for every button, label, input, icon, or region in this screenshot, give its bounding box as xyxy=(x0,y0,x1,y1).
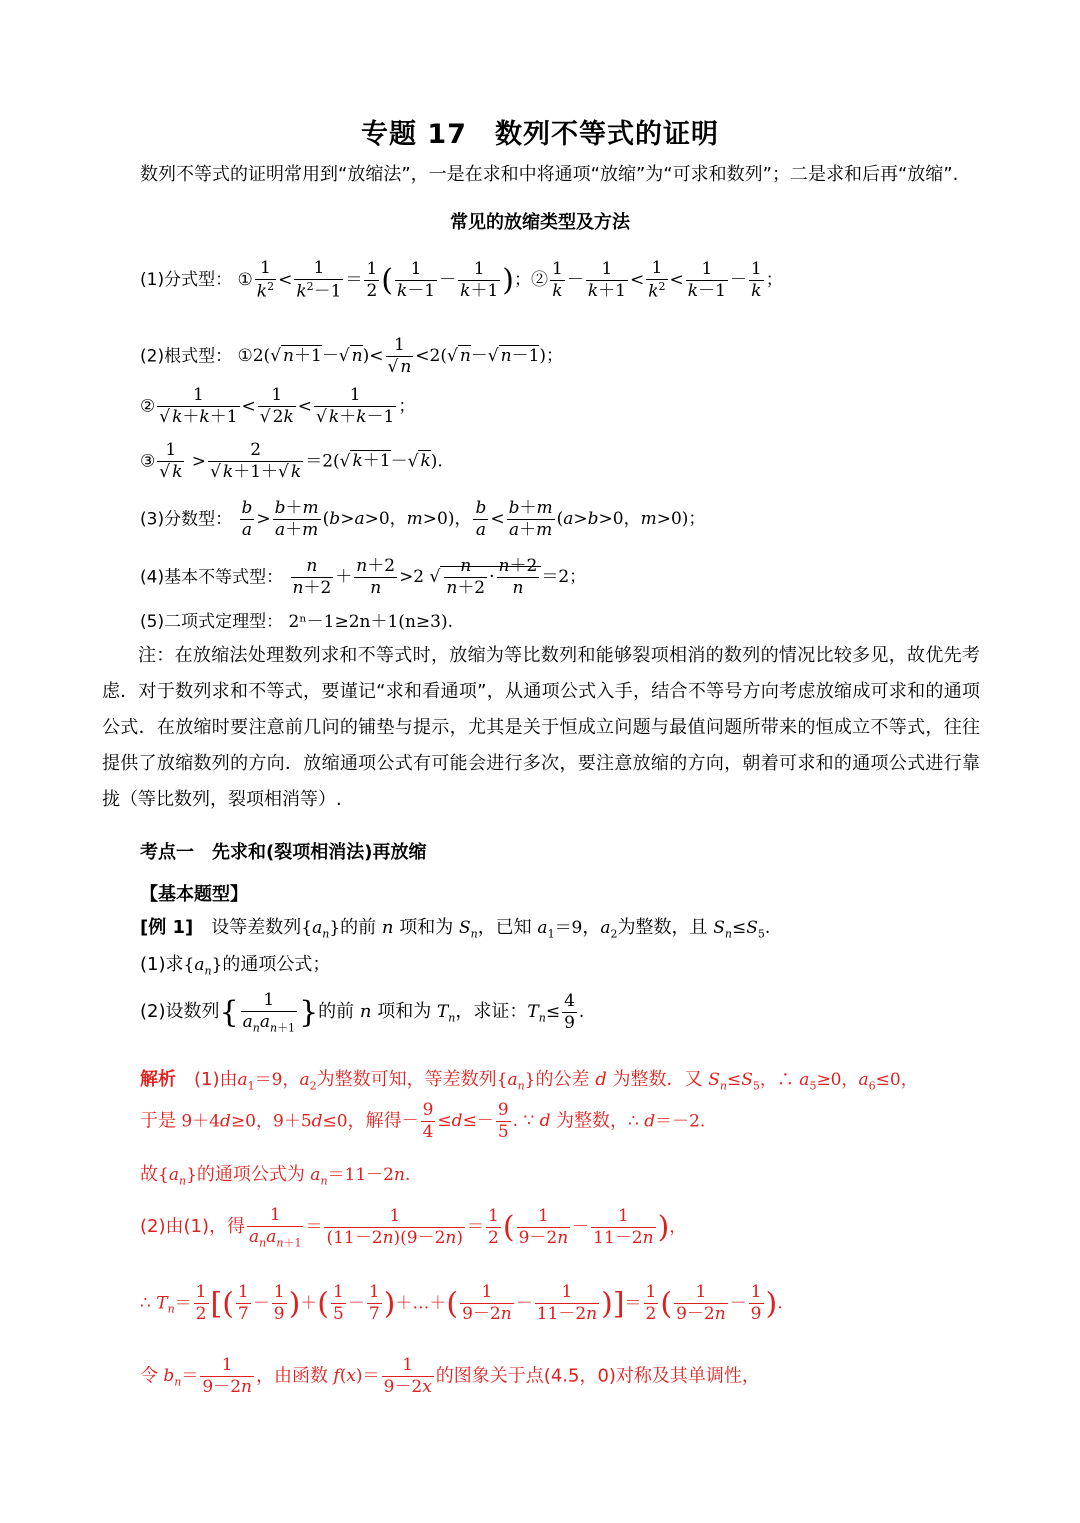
intro-paragraph: 数列不等式的证明常用到“放缩法”，一是在求和中将通项“放缩”为“可求和数列”；二是求和后再“放缩”. xyxy=(140,164,959,185)
basic-formula: $\frac{n}{n+2}$ ＋ $\frac{n+2}{n}$ >2 √ $\frac{n}{n+2}$ · $\frac{n+2}{n}$ ＝2； xyxy=(292,556,587,599)
q2-text: 项和为 xyxy=(377,1001,432,1023)
solution-line-4: (2)由(1)，得 $\frac{1}{a_na_{n+1}}$ ＝ $\frac{1}{(11-2n)(9-2n)}$ ＝ $\frac{1}{2}$ ( $\frac{1}{9-2n}$ － $\frac{1}{11-2n}$ )， xyxy=(140,1205,687,1250)
solution-text: 令 xyxy=(140,1365,158,1387)
solution-text: 为整数可知，等差数列 xyxy=(316,1069,497,1090)
q1-text: (1)求 xyxy=(140,954,184,975)
solution-text: 为整数， xyxy=(555,1110,628,1132)
solution-text: ，解得 xyxy=(347,1110,402,1132)
type-basic-line xyxy=(140,556,586,600)
note-text: 注：在放缩法处理数列求和不等式时，放缩为等比数列和能够裂项相消的数列的情况比较多见，故优先考虑．对于数列求和不等式，要谨记“求和看通项”，从通项公式入手，结合不等号方向考虑放缩成可求和的通项公式．在放缩时要注意前几问的铺垫与提示，尤其是关于恒成立问题与最值问题所带来的恒成立不等式，往往提供了放缩数列的方向．放缩通项公式有可能会进行多次，要注意放缩的方向，朝着可求和的通项公式进行靠拢（等比数列，裂项相消等）. xyxy=(102,645,980,810)
solution-text: 的图象关于点(4.5，0)对称及其单调性， xyxy=(435,1365,760,1387)
example-question-2: (2)设数列{ $\frac{1}{a_na_{n+1}}$ }的前 n 项和为 $T_n$，求证：$T_n\le$ $\frac{4}{9}$ . xyxy=(140,990,585,1035)
type-binomial-line xyxy=(140,607,453,632)
solution-line-3: 故$\{a_n\}$的通项公式为 $a_n=11-2n$. xyxy=(140,1164,411,1188)
root-formula-2: ② $\frac{1}{√ k+k+1}$ < $\frac{1}{√ 2k}$ < $\frac{1}{√ k+k-1}$ ； xyxy=(140,385,416,428)
example-question-1: (1)求$\{a_n\}$的通项公式； xyxy=(140,954,331,978)
example-text: 项和为 xyxy=(399,917,454,938)
type-basic-label: (4)基本不等式型： xyxy=(140,567,284,588)
solution-line-1: 解析 (1)由$a_1=9$，$a_2$为整数可知，等差数列$\{a_n\}$的公差 d 为整数．又 $S_n\le S_5$，∴ $a_5\ge 0$，$a_6\le 0$， xyxy=(140,1069,918,1093)
solution-line-2: 于是 9＋4d≥0，9＋5d≤0，解得－ $\frac{9}{4}$ ≤d≤－ $\frac{9}{5}$ . ∵ d 为整数，∴ d＝－2. xyxy=(140,1100,706,1143)
example-1-statement: [例 1] 设等差数列$\{a_n\}$的前 n 项和为 $S_n$，已知 $a_1=9$，$a_2$为整数，且 $S_n\le S_5$. xyxy=(140,917,771,941)
solution-text: 故 xyxy=(140,1164,158,1185)
subsection-heading: 【基本题型】 xyxy=(140,884,248,905)
solution-text: ，由函数 xyxy=(255,1365,328,1387)
solution-text: (1)由 xyxy=(194,1069,238,1090)
example-text: 为整数，且 xyxy=(617,917,708,938)
type-root-line xyxy=(140,335,563,379)
example-text: ， xyxy=(582,917,601,938)
solution-text: (2)由(1)，得 xyxy=(140,1216,245,1238)
type-fraction-line xyxy=(140,258,783,303)
type-fraction-label: (1)分式型： xyxy=(140,270,233,291)
q1-text: 的通项公式； xyxy=(222,954,331,975)
type-ratio-line xyxy=(140,498,705,542)
solution-text: 为整数．又 xyxy=(612,1069,703,1090)
example-label: [例 1] xyxy=(140,917,194,938)
example-text: ，已知 xyxy=(477,917,532,938)
ratio-formula: $\frac{b}{a}$ > $\frac{b+m}{a+m}$ (b>a>0，m>0)， $\frac{b}{a}$ < $\frac{b+m}{a+m}$ (a>b>0，m>0)； xyxy=(241,498,706,541)
example-text: 的前 xyxy=(340,917,377,938)
note-paragraph xyxy=(102,638,980,818)
type-binomial-label: (5)二项式定理型： xyxy=(140,612,284,632)
solution-line-6: 令 $b_n=$ $\frac{1}{9-2n}$ ，由函数 f(x)＝ $\frac{1}{9-2x}$ 的图象关于点(4.5，0)对称及其单调性， xyxy=(140,1355,760,1398)
subheading: 常见的放缩类型及方法 xyxy=(450,212,630,233)
example-text: 设等差数列 xyxy=(211,917,302,938)
solution-text: 的通项公式为 xyxy=(196,1164,305,1185)
solution-line-5: ∴ $T_n=$ $\frac{1}{2}$ [( $\frac{1}{7}$ － $\frac{1}{9}$ )＋( $\frac{1}{5}$ － $\frac{1}{7}$ )＋…＋( $\frac{1}{9-2n}$ － $\frac{1}{11-2n}$ )]＝ $\frac{1}{2}$ ( $\frac{1}{9-2n}$ － $\frac{1}{9}$ ). xyxy=(140,1282,783,1325)
type-ratio-label: (3)分数型： xyxy=(140,509,233,530)
q2-text: 的前 xyxy=(318,1001,355,1023)
fraction-formula: ① $\frac{1}{k^2}$ < $\frac{1}{k^2-1}$ ＝ $\frac{1}{2}$ ( $\frac{1}{k-1}$ － $\frac{1}{k+1}$ )；② $\frac{1}{k}$ － $\frac{1}{k+1}$ < $\frac{1}{k^2}$ < $\frac{1}{k-1}$ － $\frac{1}{k}$ ； xyxy=(237,258,783,302)
type-root-label: (2)根式型： xyxy=(140,346,233,367)
binomial-formula: 2ⁿ－1≥2n＋1(n≥3). xyxy=(288,612,453,632)
page-title: 专题 17 数列不等式的证明 xyxy=(361,119,719,150)
q2-text: ，求证： xyxy=(455,1001,528,1023)
solution-text: 于是 xyxy=(140,1110,176,1132)
root-formula-1: ①2(√ n＋1－√ n)< $\frac{1}{√ n}$ <2(√ n－√ n－1)； xyxy=(237,335,564,378)
q2-text: (2)设数列 xyxy=(140,1001,220,1023)
solution-label: 解析 xyxy=(140,1069,176,1090)
solution-text: 的公差 xyxy=(535,1069,590,1090)
section-heading: 考点一 先求和(裂项相消法)再放缩 xyxy=(140,842,427,863)
root-formula-3: ③ $\frac{1}{√ k}$ > $\frac{2}{√ k+1+√ k}$ ＝2(√ k＋1－√ k). xyxy=(140,440,443,483)
